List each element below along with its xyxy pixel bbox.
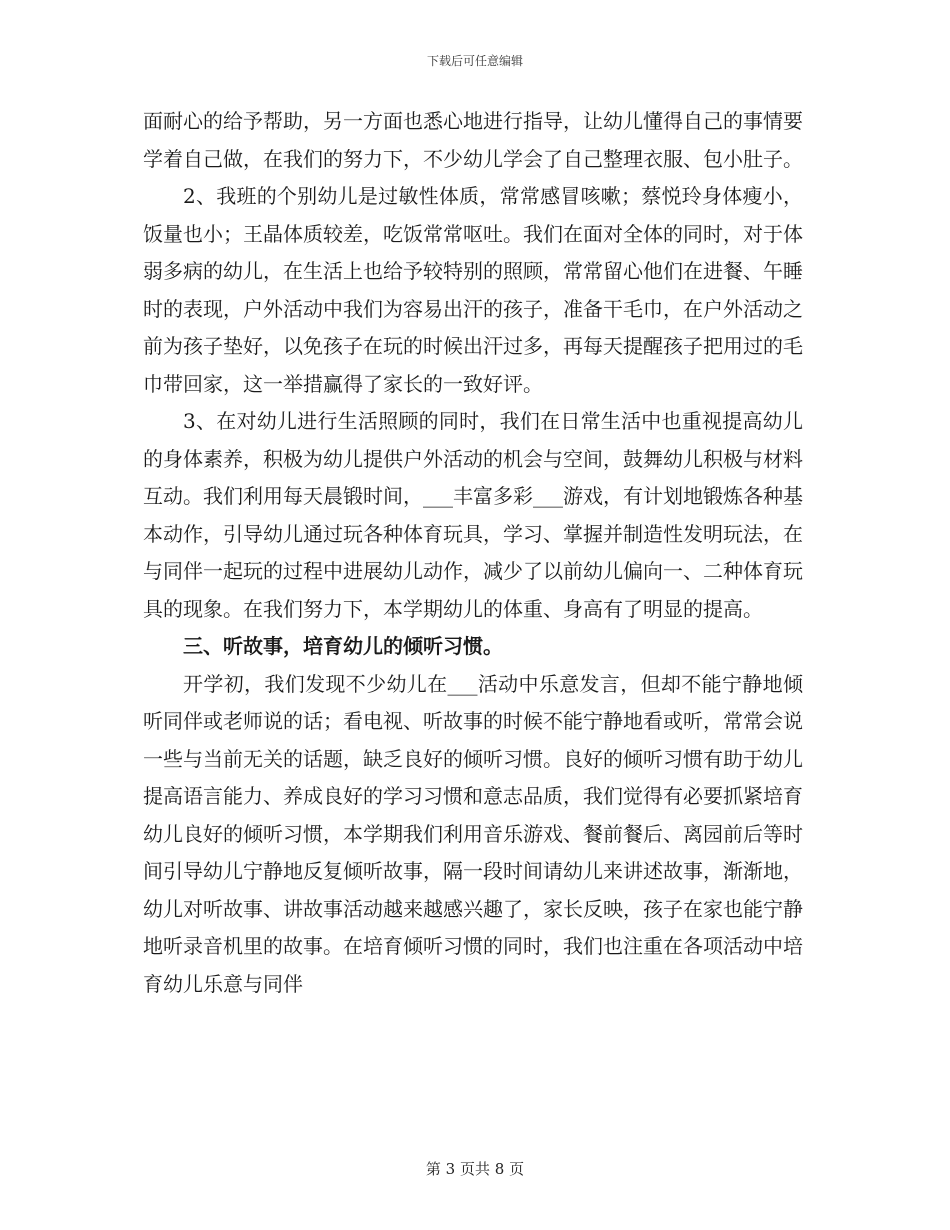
document-body [143, 103, 803, 1003]
page-header: 下载后可任意编辑 [426, 54, 523, 68]
page-number: 第 3 页共 8 页 [425, 1160, 525, 1178]
paragraph-item-3: 3、在对幼儿进行生活照顾的同时，我们在日常生活中也重视提高幼儿的身体素养，积极为幼儿提供户外活动的机会与空间，鼓舞幼儿积极与材料互动。我们利用每天晨锻时间，___丰富多彩___游戏，有计划地锻炼各种基本动作，引导幼儿通过玩各种体育玩具，学习、掌握并制造性发明玩法，在与同伴一起玩的过程中进展幼儿动作，减少了以前幼儿偏向一、二种体育玩具的现象。在我们努力下，本学期幼儿的体重、身高有了明显的提高。 [143, 409, 803, 621]
paragraph-continuation: 面耐心的给予帮助，另一方面也悉心地进行指导，让幼儿懂得自己的事情要学着自己做，在我们的努力下，不少幼儿学会了自己整理衣服、包小肚子。 [143, 109, 803, 171]
paragraph-listening: 开学初，我们发现不少幼儿在___活动中乐意发言，但却不能宁静地倾听同伴或老师说的话；看电视、听故事的时候不能宁静地看或听，常常会说一些与当前无关的话题，缺乏良好的倾听习惯。良好的倾听习惯有助于幼儿提高语言能力、养成良好的学习习惯和意志品质，我们觉得有必要抓紧培育幼儿良好的倾听习惯，本学期我们利用音乐游戏、餐前餐后、离园前后等时间引导幼儿宁静地反复倾听故事，隔一段时间请幼儿来讲述故事，渐渐地，幼儿对听故事、讲故事活动越来越感兴趣了，家长反映，孩子在家也能宁静地听录音机里的故事。在培育倾听习惯的同时，我们也注重在各项活动中培育幼儿乐意与同伴 [143, 671, 803, 996]
paragraph-item-2: 2、我班的个别幼儿是过敏性体质，常常感冒咳嗽；蔡悦玲身体瘦小，饭量也小；王晶体质较差，吃饭常常呕吐。我们在面对全体的同时，对于体弱多病的幼儿，在生活上也给予较特别的照顾，常常留心他们在进餐、午睡时的表现，户外活动中我们为容易出汗的孩子，准备干毛巾，在户外活动之前为孩子垫好，以免孩子在玩的时候出汗过多，再每天提醒孩子把用过的毛巾带回家，这一举措赢得了家长的一致好评。 [143, 184, 803, 396]
section-heading: 三、听故事，培育幼儿的倾听习惯。 [183, 634, 503, 658]
